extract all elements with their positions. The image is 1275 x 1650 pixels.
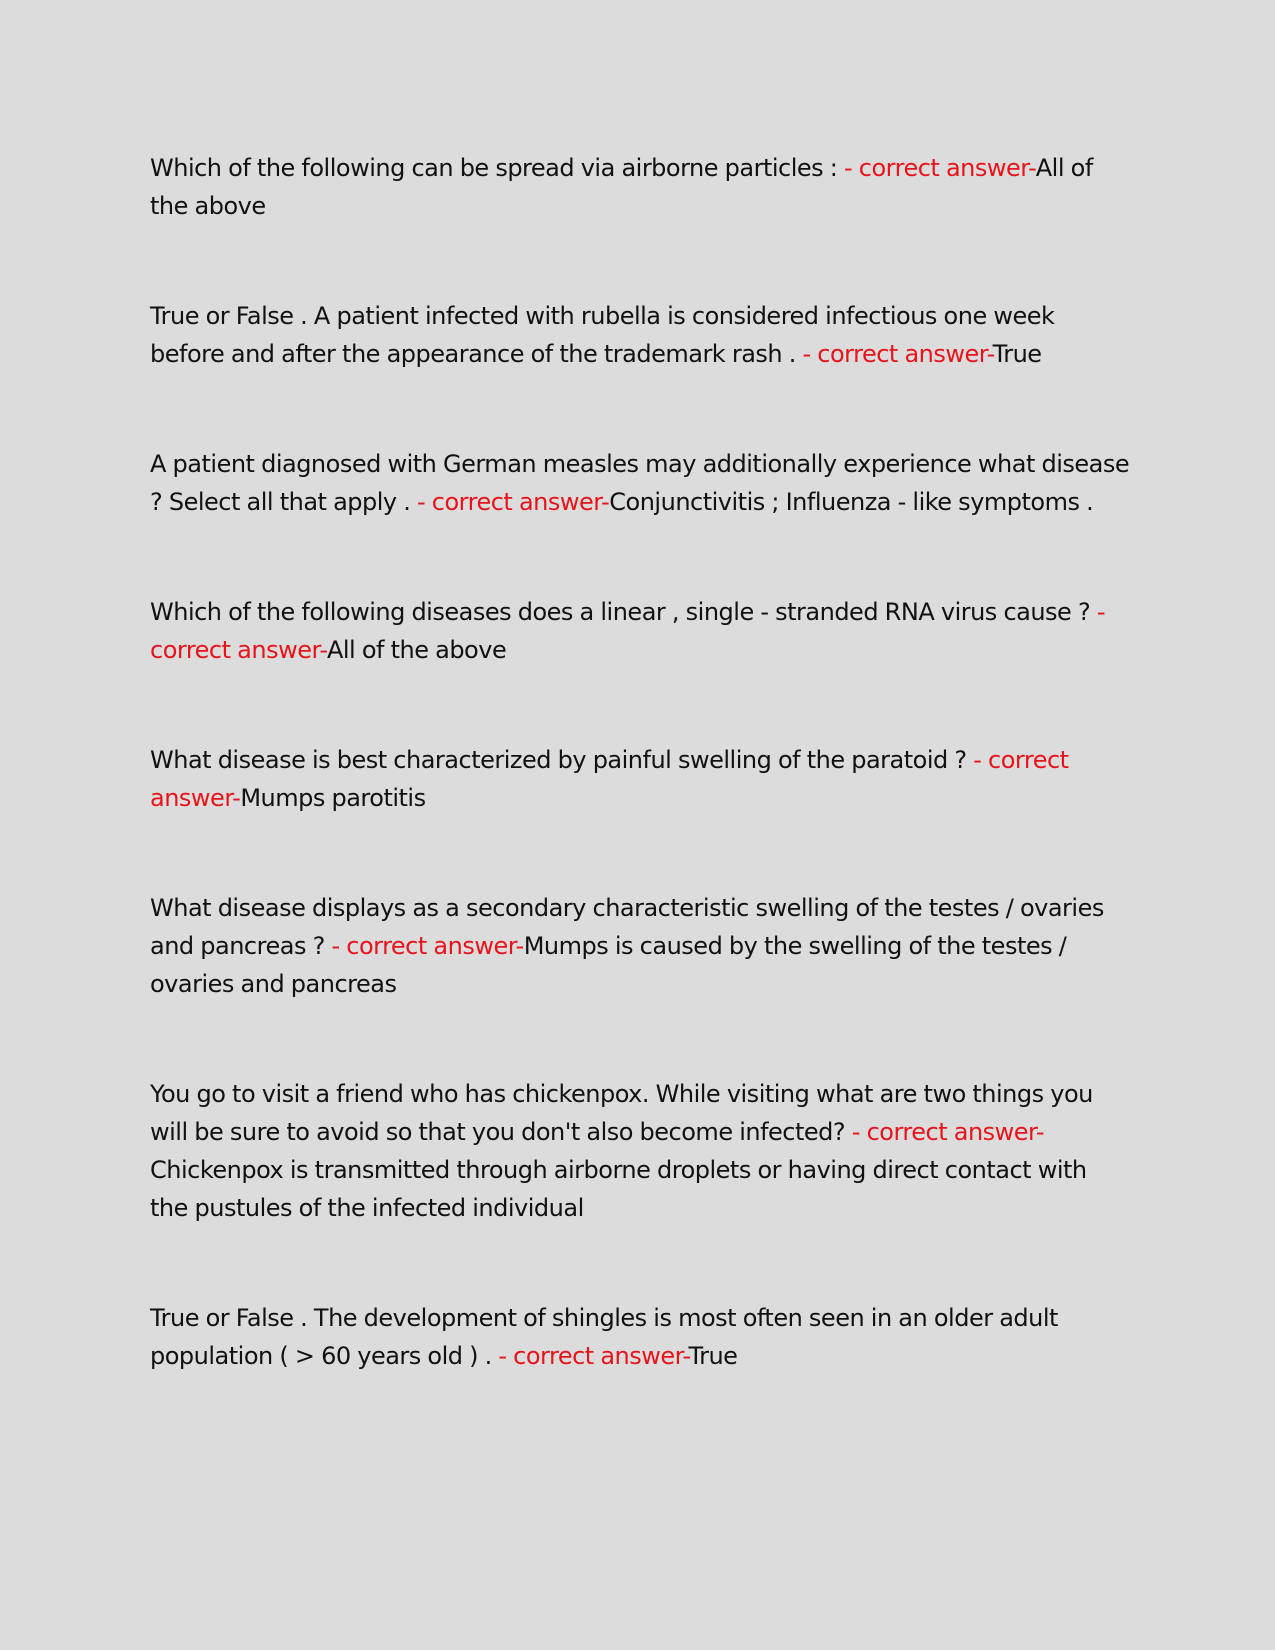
qa-item-6 — [150, 889, 1130, 1003]
answer-text: All of the above — [150, 154, 1093, 220]
qa-item-8 — [150, 1299, 1130, 1375]
question-text: A patient diagnosed with German measles may additionally experience what disease ? Select all that apply . — [150, 450, 1130, 516]
question-text: What disease displays as a secondary characteristic swelling of the testes / ovaries and pancreas ? — [150, 894, 1104, 960]
answer-text: True — [992, 340, 1042, 368]
qa-item-2 — [150, 297, 1130, 373]
qa-item-3 — [150, 445, 1130, 521]
answer-text: True — [688, 1342, 738, 1370]
question-text: True or False . A patient infected with rubella is considered infectious one week before and after the appearance of the trademark rash . — [150, 302, 1055, 368]
correct-answer-label: - correct answer- — [498, 1342, 689, 1370]
document-page — [150, 149, 1130, 1447]
question-text: Which of the following diseases does a linear , single - stranded RNA virus cause ? — [150, 598, 1097, 626]
answer-text: Chickenpox is transmitted through airborne droplets or having direct contact with the pustules of the infected individual — [150, 1156, 1087, 1222]
qa-item-5 — [150, 741, 1130, 817]
qa-item-1 — [150, 149, 1130, 225]
question-text: What disease is best characterized by painful swelling of the paratoid ? — [150, 746, 974, 774]
question-text: Which of the following can be spread via airborne particles : — [150, 154, 845, 182]
correct-answer-label: - correct answer- — [802, 340, 993, 368]
answer-text: Mumps is caused by the swelling of the testes / ovaries and pancreas — [150, 932, 1067, 998]
correct-answer-label: - correct answer- — [150, 598, 1105, 664]
qa-item-4 — [150, 593, 1130, 669]
correct-answer-label: - correct answer- — [844, 154, 1036, 182]
answer-text: Conjunctivitis ; Influenza - like symptoms . — [609, 488, 1094, 516]
question-text: You go to visit a friend who has chickenpox. While visiting what are two things you will be sure to avoid so that you don't also become infected? — [150, 1080, 1093, 1146]
correct-answer-label: - correct answer- — [417, 488, 610, 516]
correct-answer-label: - correct answer- — [150, 746, 1069, 812]
answer-text: All of the above — [326, 636, 507, 664]
correct-answer-label: - correct answer- — [851, 1118, 1045, 1146]
question-text: True or False . The development of shingles is most often seen in an older adult population ( > 60 years old ) . — [150, 1304, 1058, 1370]
correct-answer-label: - correct answer- — [331, 932, 524, 960]
answer-text: Mumps parotitis — [240, 784, 426, 812]
qa-item-7 — [150, 1075, 1130, 1227]
